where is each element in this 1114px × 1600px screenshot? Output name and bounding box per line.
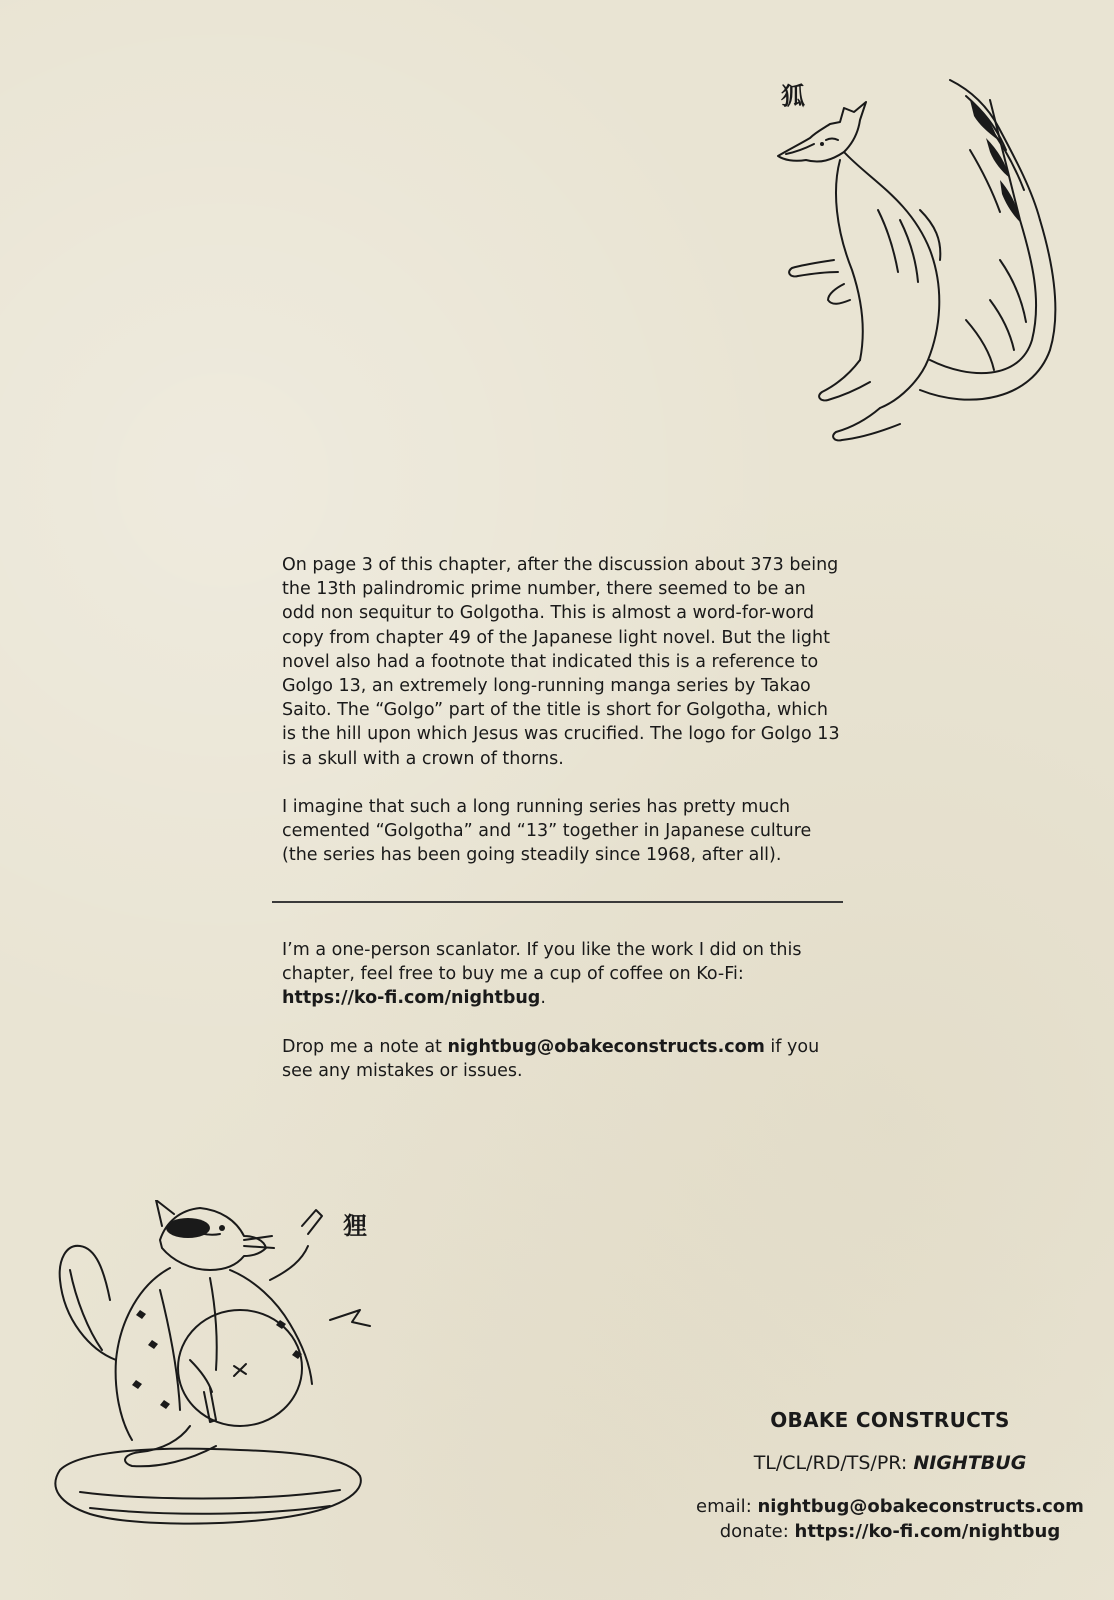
section-divider — [272, 901, 843, 903]
contact-prefix: Drop me a note at — [282, 1036, 448, 1057]
staff-name: NIGHTBUG — [913, 1452, 1027, 1474]
note-paragraph-1: On page 3 of this chapter, after the discussion about 373 being the 13th palindromic prime number, there seemed to be an odd non sequitur to Golgotha. This is almost a word-for-word copy from chapter 49 of the Japanese light novel. But the light novel also had a footnote that indicated this is a reference to Golgo 13, an extremely long-running manga series by Takao Saito. The “Golgo” part of the title is short for Golgotha, which is the hill upon which Jesus was crucified. The logo for Golgo 13 is a skull with a crown of thorns. — [282, 555, 840, 769]
tanuki-illustration-icon — [40, 1200, 400, 1540]
note-paragraph-2: I imagine that such a long running series has pretty much cemented “Golgotha” and “13” together in Japanese culture (the series has been going steadily since 1968, after all). — [282, 796, 812, 866]
kofi-link[interactable]: https://ko-fi.com/nightbug — [282, 988, 541, 1009]
contact-paragraph — [282, 1035, 842, 1083]
email-link[interactable]: nightbug@obakeconstructs.com — [447, 1036, 765, 1057]
support-section — [282, 938, 842, 1107]
kofi-intro-text: I’m a one-person scanlator. If you like the work I did on this chapter, feel free to buy me a cup of coffee on Ko-Fi: — [282, 940, 802, 985]
staff-roles — [690, 1452, 1090, 1474]
roles-label: TL/CL/RD/TS/PR: — [753, 1452, 914, 1474]
donate-label: donate: — [719, 1521, 795, 1542]
fox-kanji-caption: 狐 — [781, 81, 803, 110]
credits-block — [690, 1408, 1090, 1544]
translation-note — [282, 553, 842, 891]
kofi-paragraph — [282, 938, 842, 1011]
contact-suffix: if you see any mistakes or issues. — [282, 1036, 820, 1081]
donate-line — [690, 1519, 1090, 1544]
email-label: email: — [696, 1496, 758, 1517]
group-name: OBAKE CONSTRUCTS — [770, 1408, 1010, 1432]
email-line — [690, 1494, 1090, 1519]
credits-email-link[interactable]: nightbug@obakeconstructs.com — [757, 1496, 1084, 1517]
fox-illustration-icon — [770, 60, 1070, 460]
credits-donate-link[interactable]: https://ko-fi.com/nightbug — [794, 1521, 1061, 1542]
tanuki-kanji-caption: 狸 — [343, 1211, 365, 1240]
kofi-suffix: . — [540, 988, 546, 1009]
contact-info — [690, 1494, 1090, 1544]
